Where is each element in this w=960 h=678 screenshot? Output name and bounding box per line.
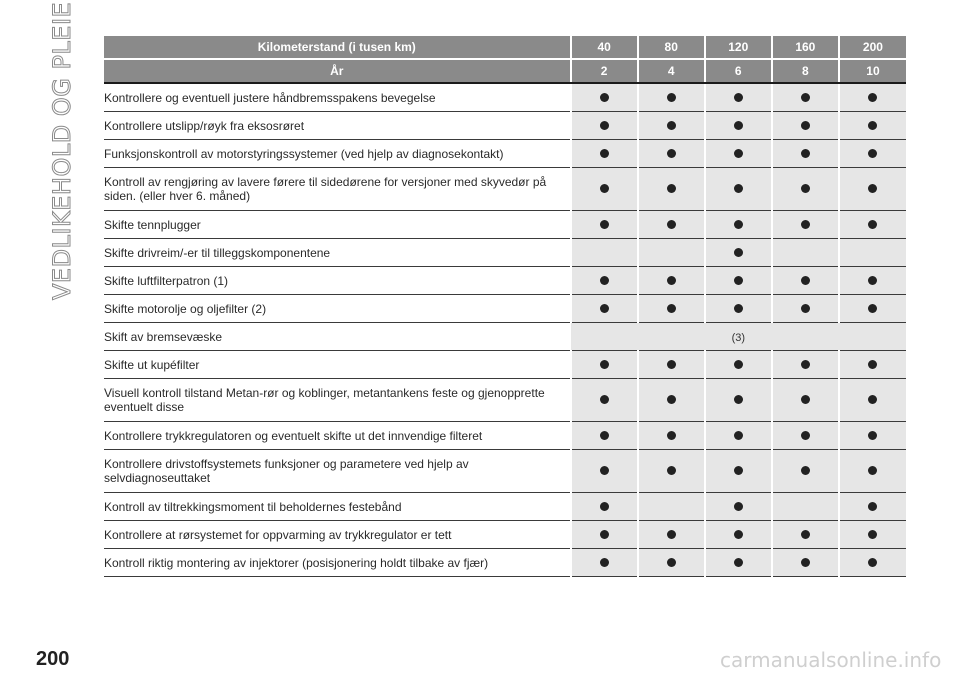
interval-cell: [638, 422, 705, 450]
km-value: 160: [772, 36, 839, 59]
interval-cell: [571, 422, 638, 450]
bullet-icon: [801, 276, 810, 285]
interval-cell: [705, 295, 772, 323]
interval-cell: [705, 379, 772, 422]
bullet-icon: [868, 558, 877, 567]
interval-cell: [638, 112, 705, 140]
interval-cell: [571, 379, 638, 422]
interval-cell: [772, 549, 839, 577]
bullet-icon: [868, 502, 877, 511]
interval-cell: [705, 493, 772, 521]
bullet-icon: [734, 276, 743, 285]
task-description: Kontroll av tiltrekkingsmoment til beholdernes festebånd: [104, 493, 571, 521]
bullet-icon: [667, 431, 676, 440]
bullet-icon: [667, 220, 676, 229]
interval-cell: [571, 521, 638, 549]
interval-cell: [571, 211, 638, 239]
bullet-icon: [734, 360, 743, 369]
bullet-icon: [734, 466, 743, 475]
year-value: 8: [772, 59, 839, 83]
bullet-icon: [667, 121, 676, 130]
bullet-icon: [667, 360, 676, 369]
interval-cell: [839, 83, 906, 112]
table-row: [104, 239, 906, 267]
interval-cell: [772, 295, 839, 323]
bullet-icon: [600, 276, 609, 285]
task-description: Kontrollere og eventuell justere håndbremsspakens bevegelse: [104, 83, 571, 112]
bullet-icon: [667, 466, 676, 475]
bullet-icon: [801, 93, 810, 102]
bullet-icon: [600, 431, 609, 440]
interval-cell: [839, 239, 906, 267]
bullet-icon: [667, 304, 676, 313]
interval-cell: [571, 351, 638, 379]
interval-cell: [638, 549, 705, 577]
bullet-icon: [801, 184, 810, 193]
bullet-icon: [801, 466, 810, 475]
table-row: [104, 351, 906, 379]
interval-cell: [839, 168, 906, 211]
bullet-icon: [734, 530, 743, 539]
task-description: Kontroll av rengjøring av lavere førere til sidedørene for versjoner med skyvedør på siden. (eller hver 6. måned): [104, 168, 571, 211]
interval-cell: [638, 521, 705, 549]
interval-cell: [638, 450, 705, 493]
bullet-icon: [868, 184, 877, 193]
table-row: [104, 549, 906, 577]
interval-cell: [571, 239, 638, 267]
bullet-icon: [868, 360, 877, 369]
task-description: Kontrollere at rørsystemet for oppvarming av trykkregulator er tett: [104, 521, 571, 549]
bullet-icon: [667, 93, 676, 102]
interval-cell: [772, 112, 839, 140]
interval-cell: [705, 267, 772, 295]
year-value: 10: [839, 59, 906, 83]
bullet-icon: [868, 466, 877, 475]
bullet-icon: [734, 121, 743, 130]
interval-cell: [571, 112, 638, 140]
page-number: 200: [36, 648, 70, 670]
interval-cell: [571, 168, 638, 211]
table-row: [104, 323, 906, 351]
interval-cell: [705, 239, 772, 267]
task-description: Kontroll riktig montering av injektorer (posisjonering holdt tilbake av fjær): [104, 549, 571, 577]
bullet-icon: [868, 431, 877, 440]
bullet-icon: [667, 184, 676, 193]
year-value: 2: [571, 59, 638, 83]
interval-cell: [839, 422, 906, 450]
task-description: Skifte drivreim/-er til tilleggskomponentene: [104, 239, 571, 267]
year-value: 4: [638, 59, 705, 83]
interval-cell: [705, 112, 772, 140]
bullet-icon: [600, 558, 609, 567]
interval-cell: [705, 450, 772, 493]
bullet-icon: [734, 558, 743, 567]
interval-cell: [638, 267, 705, 295]
interval-cell: [772, 168, 839, 211]
table-row: [104, 267, 906, 295]
task-description: Skifte motorolje og oljefilter (2): [104, 295, 571, 323]
bullet-icon: [868, 121, 877, 130]
interval-note: (3): [731, 331, 746, 344]
table-row: [104, 83, 906, 112]
interval-cell: [772, 450, 839, 493]
table-body: [104, 83, 906, 577]
interval-cell: [839, 493, 906, 521]
bullet-icon: [667, 558, 676, 567]
km-value: 40: [571, 36, 638, 59]
bullet-icon: [734, 149, 743, 158]
interval-cell: [839, 112, 906, 140]
task-description: Kontrollere trykkregulatoren og eventuelt skifte ut det innvendige filteret: [104, 422, 571, 450]
interval-cell: [705, 140, 772, 168]
bullet-icon: [600, 502, 609, 511]
table-row: [104, 493, 906, 521]
bullet-icon: [868, 530, 877, 539]
bullet-icon: [734, 502, 743, 511]
interval-cell: [772, 521, 839, 549]
task-description: Skifte luftfilterpatron (1): [104, 267, 571, 295]
table-row: [104, 295, 906, 323]
bullet-icon: [868, 276, 877, 285]
interval-cell: [772, 493, 839, 521]
bullet-icon: [734, 431, 743, 440]
interval-cell: [772, 239, 839, 267]
bullet-icon: [868, 395, 877, 404]
table-row: [104, 379, 906, 422]
bullet-icon: [734, 248, 743, 257]
bullet-icon: [667, 530, 676, 539]
bullet-icon: [734, 184, 743, 193]
interval-cell: [839, 379, 906, 422]
interval-cell: [571, 267, 638, 295]
bullet-icon: [600, 184, 609, 193]
bullet-icon: [734, 304, 743, 313]
interval-cell: [772, 140, 839, 168]
table-row: [104, 450, 906, 493]
interval-cell: [705, 83, 772, 112]
interval-cell: [571, 450, 638, 493]
task-description: Visuell kontroll tilstand Metan-rør og koblinger, metantankens feste og gjenopprette eventuelt disse: [104, 379, 571, 422]
maintenance-schedule-table: [104, 36, 906, 577]
table-row: [104, 168, 906, 211]
bullet-icon: [801, 431, 810, 440]
interval-cell: [772, 211, 839, 239]
interval-cell: [705, 351, 772, 379]
bullet-icon: [734, 220, 743, 229]
bullet-icon: [734, 395, 743, 404]
table-row: [104, 112, 906, 140]
bullet-icon: [801, 558, 810, 567]
interval-cell: [571, 295, 638, 323]
interval-cell: [638, 239, 705, 267]
table-row: [104, 521, 906, 549]
km-value: 80: [638, 36, 705, 59]
header-row-km: [104, 36, 906, 59]
interval-cell: [839, 549, 906, 577]
year-value: 6: [705, 59, 772, 83]
interval-cell: [638, 140, 705, 168]
bullet-icon: [600, 395, 609, 404]
bullet-icon: [801, 395, 810, 404]
section-title: VEDLIKEHOLD OG PLEIE: [48, 1, 76, 300]
interval-cell: [772, 83, 839, 112]
bullet-icon: [868, 304, 877, 313]
bullet-icon: [667, 149, 676, 158]
bullet-icon: [600, 149, 609, 158]
bullet-icon: [801, 304, 810, 313]
bullet-icon: [801, 149, 810, 158]
interval-cell: [638, 351, 705, 379]
bullet-icon: [600, 304, 609, 313]
interval-cell: [839, 211, 906, 239]
bullet-icon: [600, 93, 609, 102]
interval-cell: [839, 295, 906, 323]
bullet-icon: [600, 466, 609, 475]
interval-cell: [839, 140, 906, 168]
bullet-icon: [600, 121, 609, 130]
interval-cell: [705, 422, 772, 450]
task-description: Skifte tennplugger: [104, 211, 571, 239]
km-value: 200: [839, 36, 906, 59]
table-row: [104, 211, 906, 239]
task-description: Skift av bremsevæske: [104, 323, 571, 351]
interval-cell: [571, 140, 638, 168]
interval-cell: [772, 379, 839, 422]
bullet-icon: [868, 149, 877, 158]
interval-cell: [839, 450, 906, 493]
interval-cell: [571, 549, 638, 577]
bullet-icon: [600, 220, 609, 229]
interval-cell: [571, 493, 638, 521]
interval-cell: [839, 351, 906, 379]
header-row-year: [104, 59, 906, 83]
bullet-icon: [600, 530, 609, 539]
interval-cell: [839, 267, 906, 295]
bullet-icon: [667, 395, 676, 404]
interval-cell: [772, 422, 839, 450]
year-header-label: År: [104, 59, 571, 83]
interval-cell: [839, 521, 906, 549]
task-description: Funksjonskontroll av motorstyringssystemer (ved hjelp av diagnosekontakt): [104, 140, 571, 168]
bullet-icon: [734, 93, 743, 102]
interval-cell: [638, 211, 705, 239]
bullet-icon: [868, 93, 877, 102]
interval-cell: [571, 83, 638, 112]
bullet-icon: [600, 360, 609, 369]
interval-cell: [705, 211, 772, 239]
interval-cell: [638, 295, 705, 323]
interval-cell: [705, 168, 772, 211]
bullet-icon: [801, 360, 810, 369]
bullet-icon: [801, 220, 810, 229]
interval-cell: [772, 351, 839, 379]
interval-note-cell: [571, 323, 906, 351]
table-row: [104, 140, 906, 168]
task-description: Skifte ut kupéfilter: [104, 351, 571, 379]
table-row: [104, 422, 906, 450]
task-description: Kontrollere utslipp/røyk fra eksosrøret: [104, 112, 571, 140]
bullet-icon: [801, 530, 810, 539]
interval-cell: [772, 267, 839, 295]
interval-cell: [638, 493, 705, 521]
interval-cell: [638, 83, 705, 112]
bullet-icon: [868, 220, 877, 229]
interval-cell: [705, 521, 772, 549]
interval-cell: [638, 379, 705, 422]
bullet-icon: [667, 276, 676, 285]
km-value: 120: [705, 36, 772, 59]
interval-cell: [705, 549, 772, 577]
bullet-icon: [801, 121, 810, 130]
interval-cell: [638, 168, 705, 211]
watermark: carmanualsonline.info: [720, 648, 942, 672]
km-header-label: Kilometerstand (i tusen km): [104, 36, 571, 59]
task-description: Kontrollere drivstoffsystemets funksjoner og parametere ved hjelp av selvdiagnoseuttaket: [104, 450, 571, 493]
